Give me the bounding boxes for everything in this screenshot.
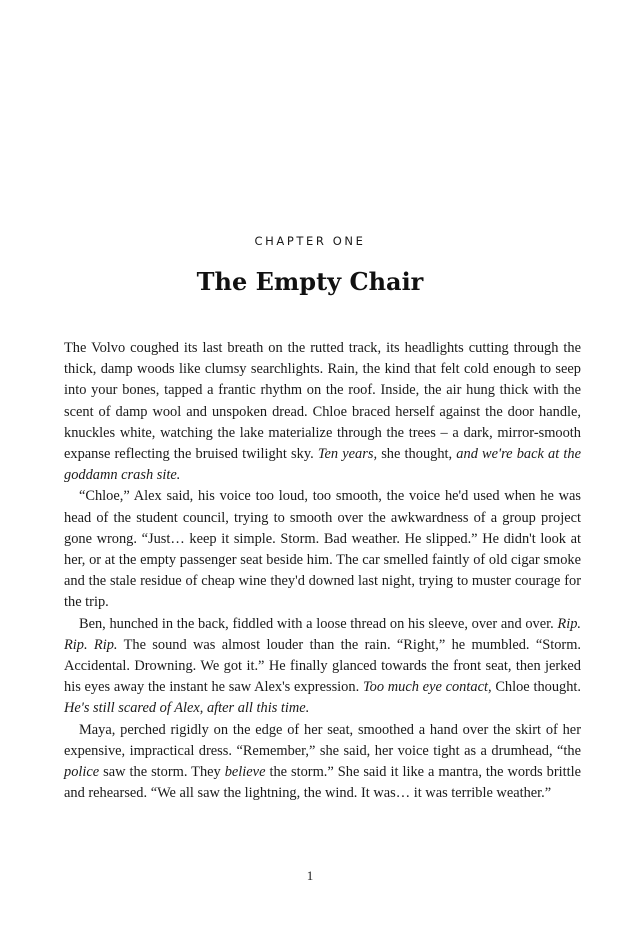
- chapter-label: CHAPTER ONE: [254, 234, 366, 248]
- paragraph: [64, 486, 581, 613]
- paragraph: [64, 338, 581, 486]
- italic-text-run: police: [64, 764, 100, 781]
- text-run: she thought,: [377, 446, 457, 463]
- text-run: “Chloe,” Alex said, his voice too loud, too smooth, the voice he'd used when he was head of the student council, trying to smooth over the awkwardness of a group project gone wrong. “Just… keep it simple. Storm. Bad weather. He slipped.” He didn't look at her, or at the empty passenger seat beside him. The car smelled faintly of old cigar smoke and the stale residue of cheap wine they'd downed last night, trying to muster courage for the trip.: [64, 488, 581, 611]
- text-run: Ben, hunched in the back, fiddled with a loose thread on his sleeve, over and over.: [79, 615, 558, 632]
- page-number: 1: [306, 868, 314, 883]
- chapter-title: The Empty Chair: [196, 267, 424, 296]
- text-run: The sound was almost louder than the rain. “Right,” he mumbled. “Storm. Accidental. Drowning. We got it.” He finally glanced towards the front seat, then jerked his eyes away the instant he saw Alex's expression.: [64, 636, 582, 696]
- italic-text-run: believe: [224, 764, 266, 781]
- chapter-body: [64, 338, 581, 804]
- italic-text-run: and we're back at the goddamn crash site.: [64, 446, 581, 484]
- italic-text-run: He's still scared of Alex, after all this time.: [64, 700, 310, 717]
- text-run: the storm.” She said it like a mantra, the words brittle and rehearsed. “We all saw the lightning, the wind. It was… it was terrible weather.”: [64, 764, 581, 802]
- text-run: Chloe thought.: [491, 679, 582, 696]
- paragraph: [64, 720, 581, 805]
- text-run: Maya, perched rigidly on the edge of her seat, smoothed a hand over the skirt of her expensive, impractical dress. “Remember,” she said, her voice tight as a drumhead, “the: [64, 721, 581, 759]
- italic-text-run: Rip. Rip. Rip.: [64, 615, 581, 653]
- italic-text-run: Too much eye contact,: [362, 679, 492, 696]
- text-run: saw the storm. They: [99, 764, 225, 781]
- italic-text-run: Ten years,: [317, 446, 378, 463]
- paragraph: [64, 614, 581, 720]
- text-run: The Volvo coughed its last breath on the rutted track, its headlights cutting through the thick, damp woods like clumsy searchlights. Rain, the kind that felt cold enough to seep into your bones, tapped a frantic rhythm on the roof. Inside, the air hung thick with the scent of damp wool and unspoken dread. Chloe braced herself against the door handle, knuckles white, watching the lake materialize through the trees – a dark, mirror-smooth expanse reflecting the bruised twilight sky.: [64, 340, 581, 463]
